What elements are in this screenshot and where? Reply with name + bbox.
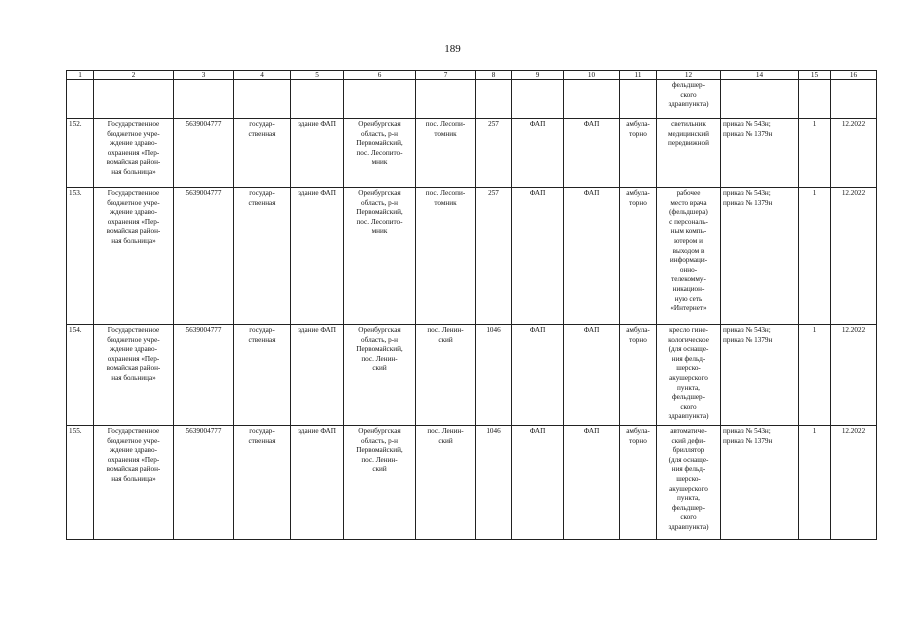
table-row [67, 426, 877, 540]
date-cell: 12.2022 [831, 119, 877, 188]
page-number: 189 [444, 43, 461, 55]
date-cell [831, 80, 877, 119]
population-cell: 1046 [476, 426, 512, 540]
column-header: 11 [620, 71, 657, 80]
quantity-cell: 1 [799, 426, 831, 540]
order-cell: приказ № 543н; приказ № 1379н [721, 188, 799, 325]
settlement-cell: пос. Ленин- ский [416, 426, 476, 540]
settlement-cell [416, 80, 476, 119]
unit-cell: ФАП [564, 188, 620, 325]
facility-type-cell: ФАП [512, 325, 564, 426]
address-cell [344, 80, 416, 119]
inn-cell: 5639004777 [174, 188, 234, 325]
facility-type-cell: ФАП [512, 188, 564, 325]
organization-cell: Государственное бюджетное учре- ждение здраво- охранения «Пер- вомайская район- ная больница» [94, 426, 174, 540]
organization-cell [94, 80, 174, 119]
order-cell [721, 80, 799, 119]
facility-type-cell: ФАП [512, 426, 564, 540]
row-number [67, 80, 94, 119]
quantity-cell: 1 [799, 119, 831, 188]
column-header: 1 [67, 71, 94, 80]
column-header: 14 [721, 71, 799, 80]
table-row [67, 119, 877, 188]
care-mode-cell: амбула- торно [620, 119, 657, 188]
equipment-cell: кресло гине- кологическое (для оснаще- ния фельд- шерско- акушерского пункта, фельдшер- ского здравпункта) [657, 325, 721, 426]
order-cell: приказ № 543н; приказ № 1379н [721, 325, 799, 426]
inn-cell: 5639004777 [174, 426, 234, 540]
order-cell: приказ № 543н; приказ № 1379н [721, 119, 799, 188]
table-row [67, 325, 877, 426]
equipment-cell: светильник медицинский передвижной [657, 119, 721, 188]
ownership-cell [234, 80, 291, 119]
inn-cell: 5639004777 [174, 119, 234, 188]
row-number: 154. [67, 325, 94, 426]
unit-cell [564, 80, 620, 119]
quantity-cell [799, 80, 831, 119]
column-header: 4 [234, 71, 291, 80]
column-header: 2 [94, 71, 174, 80]
row-number: 153. [67, 188, 94, 325]
inn-cell [174, 80, 234, 119]
date-cell: 12.2022 [831, 426, 877, 540]
ownership-cell: государ- ственная [234, 188, 291, 325]
row-number: 155. [67, 426, 94, 540]
building-cell: здание ФАП [291, 325, 344, 426]
organization-cell: Государственное бюджетное учре- ждение здраво- охранения «Пер- вомайская район- ная больница» [94, 188, 174, 325]
equipment-cell: автоматиче- ский дефи- бриллятор (для оснаще- ния фельд- шерско- акушерского пункта, фельдшер- ского здравпункта) [657, 426, 721, 540]
organization-cell: Государственное бюджетное учре- ждение здраво- охранения «Пер- вомайская район- ная больница» [94, 119, 174, 188]
row-number: 152. [67, 119, 94, 188]
organization-cell: Государственное бюджетное учре- ждение здраво- охранения «Пер- вомайская район- ная больница» [94, 325, 174, 426]
address-cell: Оренбургская область, р-н Первомайский, пос. Ленин- ский [344, 325, 416, 426]
header-row [67, 71, 877, 80]
population-cell: 257 [476, 188, 512, 325]
building-cell: здание ФАП [291, 426, 344, 540]
quantity-cell: 1 [799, 325, 831, 426]
settlement-cell: пос. Ленин- ский [416, 325, 476, 426]
column-header: 15 [799, 71, 831, 80]
care-mode-cell: амбула- торно [620, 426, 657, 540]
date-cell: 12.2022 [831, 325, 877, 426]
building-cell: здание ФАП [291, 188, 344, 325]
unit-cell: ФАП [564, 426, 620, 540]
equipment-cell: рабочее место врача (фельдшера) с персональ- ным компь- ютером и выходом в информаци- онно- телекомму- никацион- ную сеть «Интернет» [657, 188, 721, 325]
care-mode-cell: амбула- торно [620, 325, 657, 426]
column-header: 10 [564, 71, 620, 80]
order-cell: приказ № 543н; приказ № 1379н [721, 426, 799, 540]
unit-cell: ФАП [564, 325, 620, 426]
column-header: 6 [344, 71, 416, 80]
facility-type-cell [512, 80, 564, 119]
address-cell: Оренбургская область, р-н Первомайский, пос. Лесопито- мник [344, 119, 416, 188]
column-header: 12 [657, 71, 721, 80]
address-cell: Оренбургская область, р-н Первомайский, пос. Ленин- ский [344, 426, 416, 540]
column-header: 16 [831, 71, 877, 80]
address-cell: Оренбургская область, р-н Первомайский, пос. Лесопито- мник [344, 188, 416, 325]
building-cell [291, 80, 344, 119]
care-mode-cell [620, 80, 657, 119]
care-mode-cell: амбула- торно [620, 188, 657, 325]
ownership-cell: государ- ственная [234, 119, 291, 188]
column-header: 9 [512, 71, 564, 80]
column-header: 5 [291, 71, 344, 80]
quantity-cell: 1 [799, 188, 831, 325]
column-header: 7 [416, 71, 476, 80]
population-cell: 257 [476, 119, 512, 188]
column-header: 8 [476, 71, 512, 80]
table-row [67, 188, 877, 325]
column-header: 3 [174, 71, 234, 80]
settlement-cell: пос. Лесопи- томник [416, 119, 476, 188]
equipment-cell: фельдшер- ского здравпункта) [657, 80, 721, 119]
population-cell: 1046 [476, 325, 512, 426]
equipment-table [66, 70, 877, 540]
building-cell: здание ФАП [291, 119, 344, 188]
facility-type-cell: ФАП [512, 119, 564, 188]
ownership-cell: государ- ственная [234, 325, 291, 426]
population-cell [476, 80, 512, 119]
inn-cell: 5639004777 [174, 325, 234, 426]
table-row [67, 80, 877, 119]
settlement-cell: пос. Лесопи- томник [416, 188, 476, 325]
date-cell: 12.2022 [831, 188, 877, 325]
unit-cell: ФАП [564, 119, 620, 188]
ownership-cell: государ- ственная [234, 426, 291, 540]
